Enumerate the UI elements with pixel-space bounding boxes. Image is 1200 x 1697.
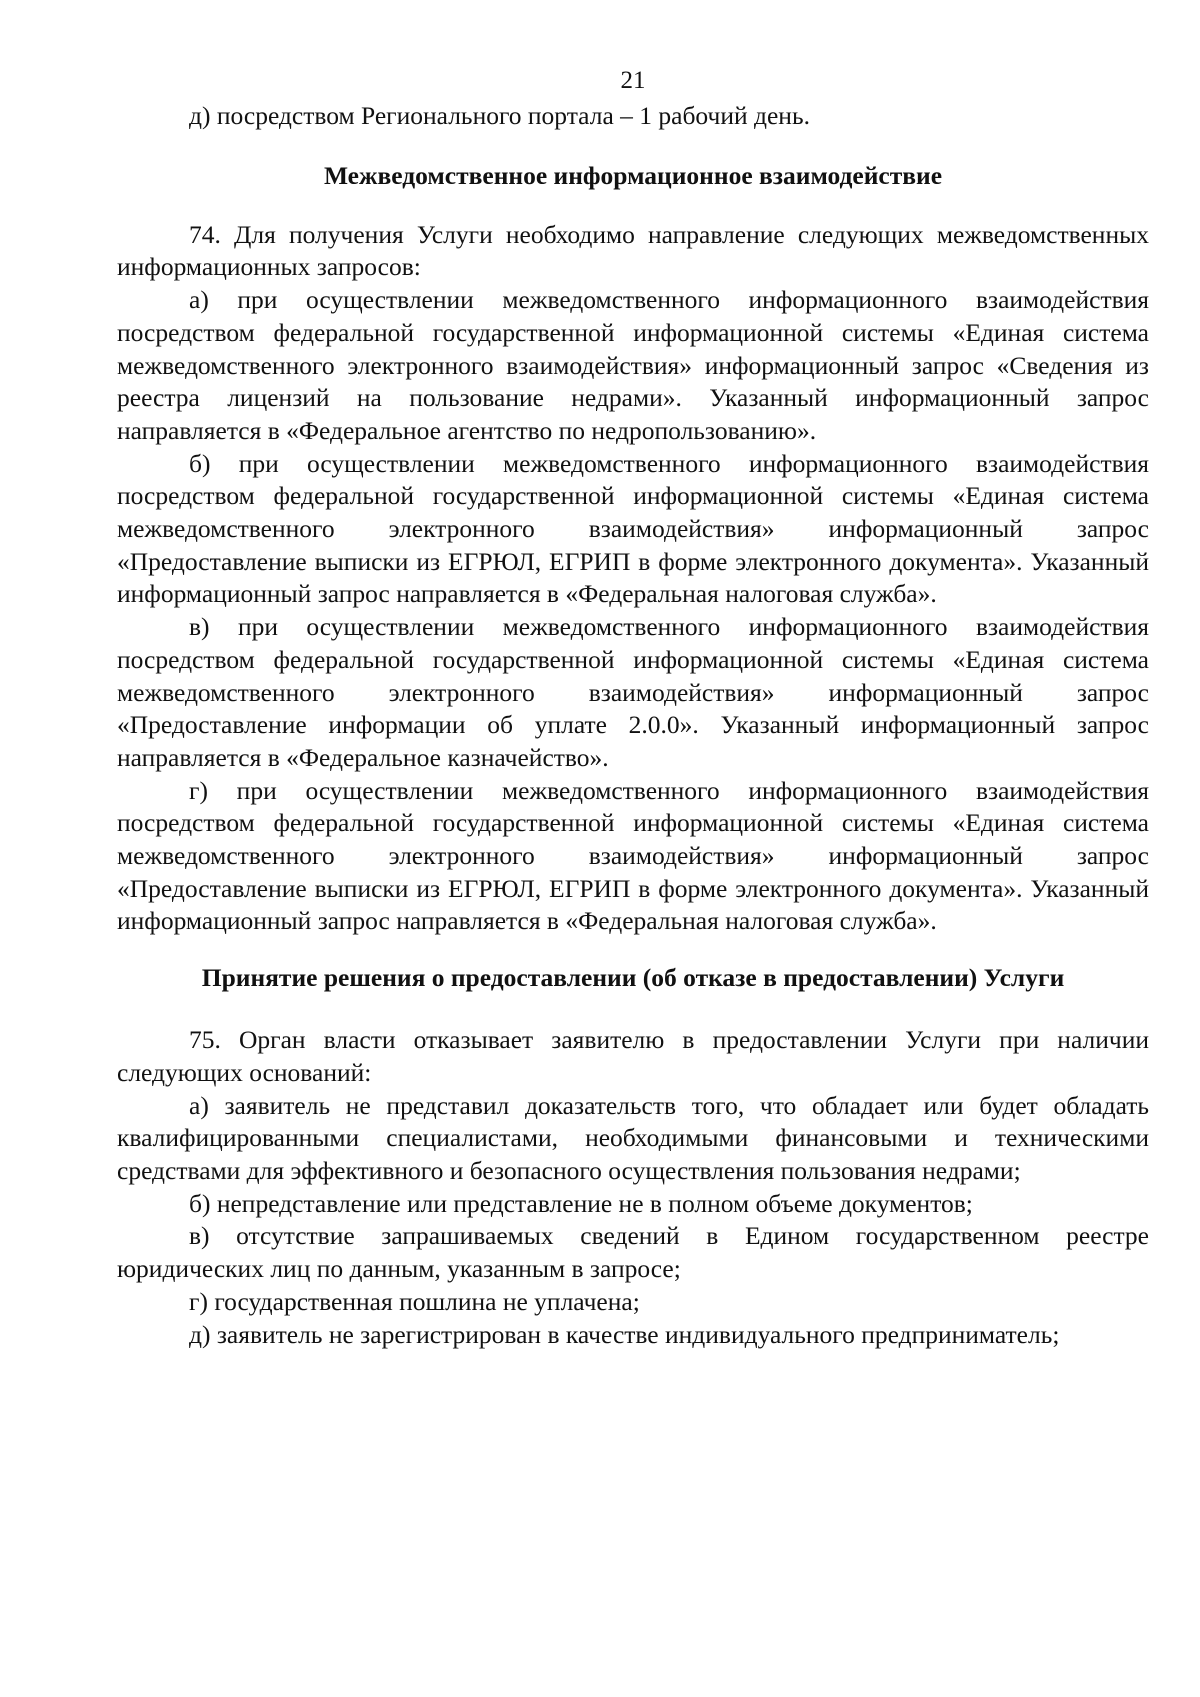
paragraph-74-b: б) при осуществлении межведомственного информационного взаимодействия посредством федеральной государственной информационной системы «Единая система межведомственного электронного взаимодействия» информационный запрос «Предоставление выписки из ЕГРЮЛ, ЕГРИП в форме электронного документа». Указанный информационный запрос направляется в «Федеральная налоговая служба». [117,448,1149,609]
paragraph-74-g: г) при осуществлении межведомственного информационного взаимодействия посредством федеральной государственной информационной системы «Единая система межведомственного электронного взаимодействия» информационный запрос «Предоставление выписки из ЕГРЮЛ, ЕГРИП в форме электронного документа». Указанный информационный запрос направляется в «Федеральная налоговая служба». [117,775,1149,936]
paragraph-75: 75. Орган власти отказывает заявителю в предоставлении Услуги при наличии следующих оснований: [117,1025,1149,1087]
paragraph-75-d: д) заявитель не зарегистрирован в качестве индивидуального предприниматель; [189,1319,1060,1349]
paragraph-75-g: г) государственная пошлина не уплачена; [189,1286,640,1316]
paragraph-74: 74. Для получения Услуги необходимо направление следующих межведомственных информационных запросов: [117,219,1149,282]
paragraph-74-a: а) при осуществлении межведомственного информационного взаимодействия посредством федеральной государственной информационной системы «Единая система межведомственного электронного взаимодействия» информационный запрос «Сведения из реестра лицензий на пользование недрами». Указанный информационный запрос направляется в «Федеральное агентство по недропользованию». [117,285,1149,445]
paragraph-75-b: б) непредставление или представление не в полном объеме документов; [189,1188,973,1218]
section-heading-interagency: Межведомственное информационное взаимодействие [323,160,943,190]
document-page [117,66,1149,1351]
intro-line: д) посредством Регионального портала – 1 рабочий день. [189,101,810,130]
paragraph-75-v: в) отсутствие запрашиваемых сведений в Едином государственном реестре юридических лиц по данным, указанным в запросе; [117,1221,1149,1284]
paragraph-75-a: а) заявитель не представил доказательств того, что обладает или будет обладать квалифицированными специалистами, необходимыми финансовыми и техническими средствами для эффективного и безопасного осуществления пользования недрами; [117,1090,1149,1185]
page-number: 21 [620,67,646,94]
section-heading-decision: Принятие решения о предоставлении (об отказе в предоставлении) Услуги [201,963,1065,993]
paragraph-74-v: в) при осуществлении межведомственного информационного взаимодействия посредством федеральной государственной информационной системы «Единая система межведомственного электронного взаимодействия» информационный запрос «Предоставление информации об уплате 2.0.0». Указанный информационный запрос направляется в «Федеральное казначейство». [117,612,1149,772]
